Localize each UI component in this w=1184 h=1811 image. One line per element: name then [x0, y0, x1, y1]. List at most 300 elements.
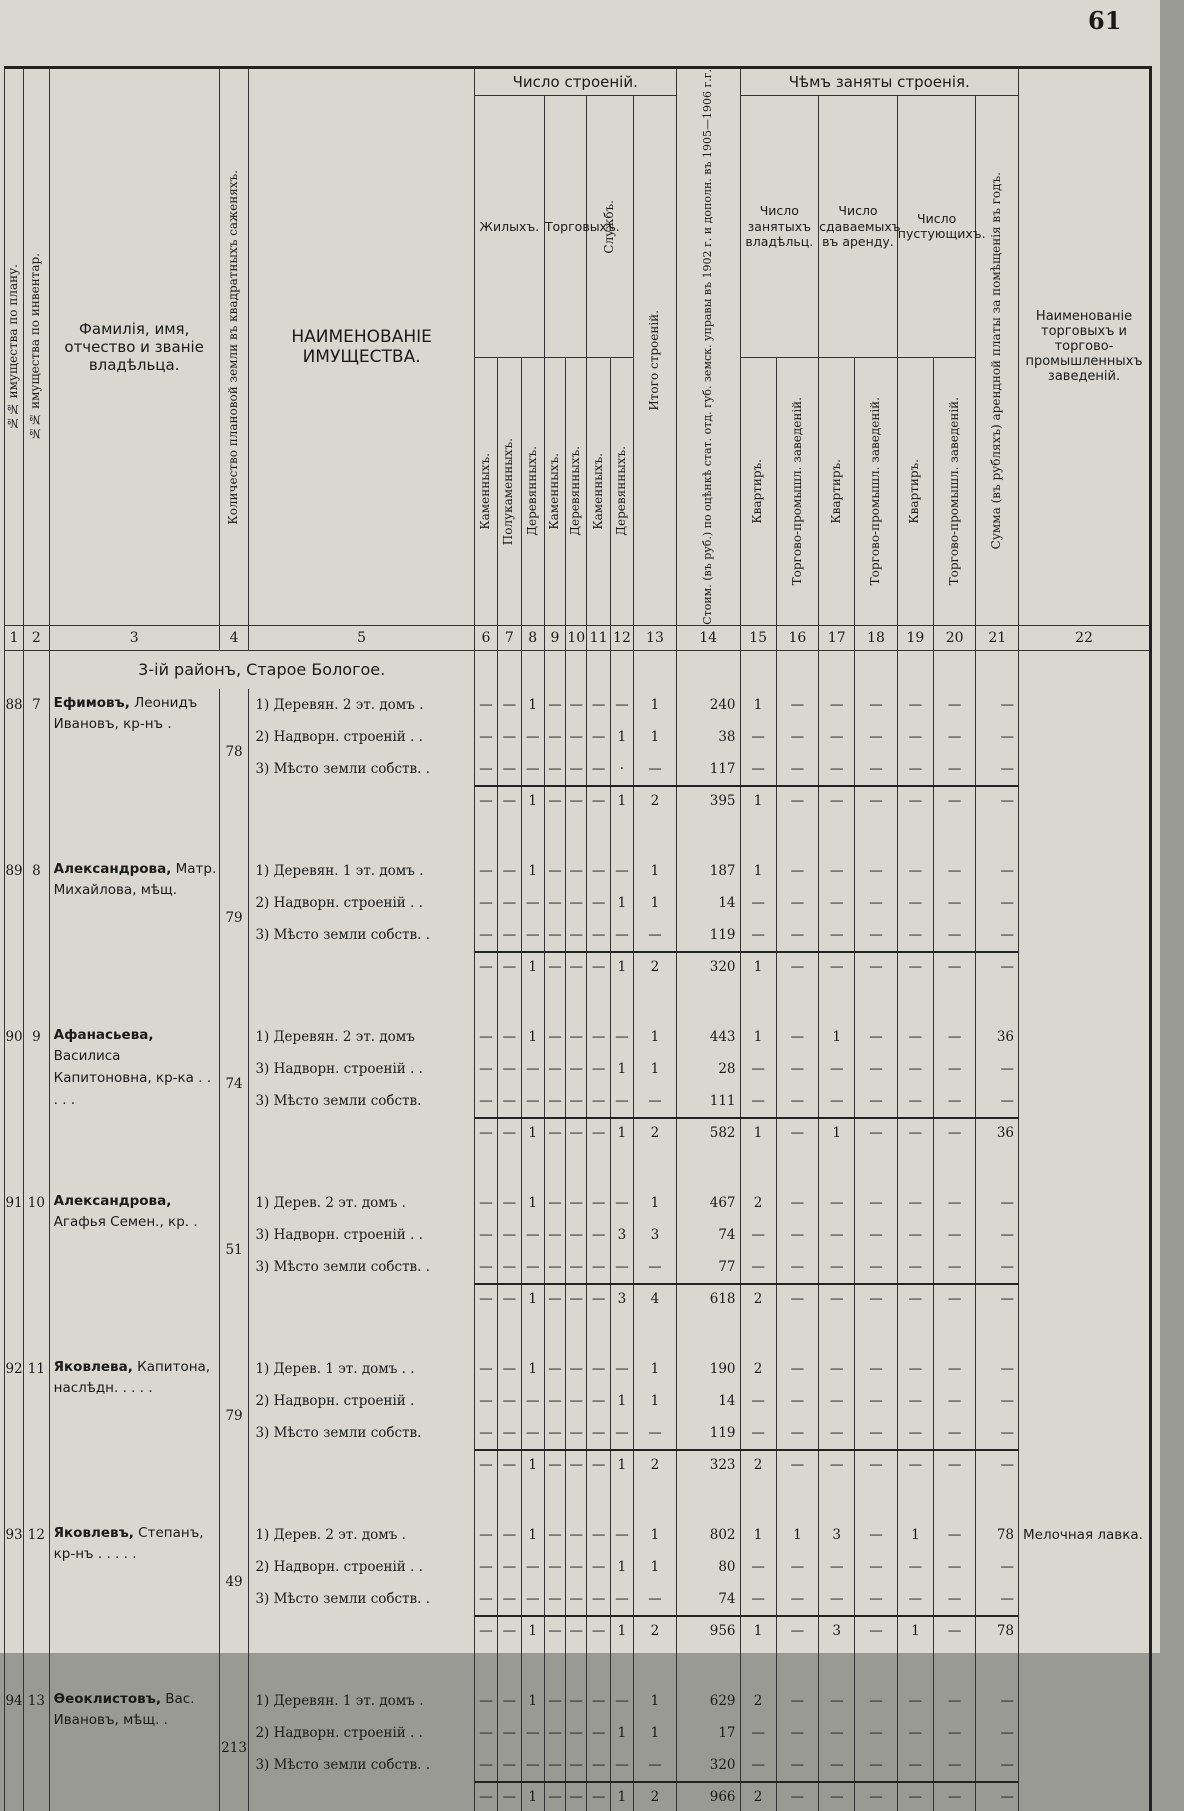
cell-c11: —	[587, 1219, 610, 1251]
cell-c17: —	[819, 1251, 855, 1284]
cell-c16: —	[776, 1551, 819, 1583]
cell-c14: 77	[676, 1251, 740, 1284]
owner-cell	[49, 855, 219, 981]
total-c17: —	[819, 952, 855, 981]
total-c11: —	[587, 1284, 610, 1313]
cell-c14: 111	[676, 1085, 740, 1118]
cell-c13: 3	[634, 1219, 677, 1251]
spacer-cell	[776, 1313, 819, 1353]
cell-c7: —	[498, 919, 521, 952]
cell-c11: —	[587, 1021, 610, 1053]
spacer-cell	[776, 1645, 819, 1685]
header-rent-trade: Торгово-промышл. заведеній.	[855, 357, 898, 625]
total-c11: —	[587, 1782, 610, 1811]
cell-c17: —	[819, 919, 855, 952]
spacer-cell	[566, 981, 587, 1021]
plan-number: 13	[24, 1685, 50, 1811]
total-c13: 2	[634, 1118, 677, 1147]
cell-c7: —	[498, 855, 521, 887]
cell-c12: 1	[610, 1053, 633, 1085]
total-c18: —	[855, 1782, 898, 1811]
header-property: НАИМЕНОВАНІЕ ИМУЩЕСТВА.	[249, 68, 474, 626]
total-c11: —	[587, 1118, 610, 1147]
header-service-wooden: Деревянныхъ.	[610, 357, 633, 625]
spacer-cell	[566, 1147, 587, 1187]
header-col1: №№ имущества по плану.	[5, 68, 24, 626]
cell-c20: —	[933, 1717, 976, 1749]
property-row	[5, 855, 1151, 887]
cell-c12: —	[610, 855, 633, 887]
property-name: 3) Надворн. строеній . .	[249, 1219, 474, 1251]
total-c22	[1019, 1450, 1151, 1479]
cell-c16: —	[776, 855, 819, 887]
cell-c14: 38	[676, 721, 740, 753]
cell-c20: —	[933, 1219, 976, 1251]
total-c6: —	[474, 1118, 497, 1147]
spacer-cell	[634, 1147, 677, 1187]
cell-c16: —	[776, 1749, 819, 1782]
cell-c6: —	[474, 721, 497, 753]
total-c10: —	[566, 1284, 587, 1313]
entry-spacer	[5, 815, 1151, 855]
cell-c7: —	[498, 1021, 521, 1053]
cell-c11: —	[587, 1551, 610, 1583]
cell-c7: —	[498, 1053, 521, 1085]
plan-number: 12	[24, 1519, 50, 1645]
cell-c16: —	[776, 1385, 819, 1417]
property-name: 3) Мѣсто земли собств. .	[249, 1251, 474, 1284]
cell-c14: 119	[676, 919, 740, 952]
column-number: 10	[566, 625, 587, 650]
owner-surname: Александрова,	[53, 860, 172, 877]
cell-c18: —	[855, 1749, 898, 1782]
spacer-cell	[521, 815, 544, 855]
cell-c10: —	[566, 1749, 587, 1782]
cell-c6: —	[474, 1717, 497, 1749]
spacer-cell	[897, 1479, 933, 1519]
spacer-cell	[5, 1147, 24, 1187]
cell-c8: —	[521, 1717, 544, 1749]
inventory-number: 94	[5, 1685, 24, 1811]
owner-surname: Яковлевъ,	[53, 1524, 134, 1541]
cell-c16: —	[776, 1353, 819, 1385]
cell-c6: —	[474, 1685, 497, 1717]
spacer-cell	[24, 1645, 50, 1685]
spacer-cell	[855, 1313, 898, 1353]
total-c11: —	[587, 1616, 610, 1645]
cell-c21: —	[976, 855, 1019, 887]
cell-c14: 74	[676, 1583, 740, 1616]
cell-c21: 36	[976, 1021, 1019, 1053]
spacer-cell	[219, 1645, 249, 1685]
cell-c15: 1	[740, 855, 776, 887]
cell-c7: —	[498, 1353, 521, 1385]
column-number: 12	[610, 625, 633, 650]
total-c9: —	[544, 952, 565, 981]
inventory-number: 90	[5, 1021, 24, 1147]
property-ledger-table	[4, 66, 1152, 1811]
cell-c19: —	[897, 887, 933, 919]
property-name: 2) Надворн. строеній .	[249, 1385, 474, 1417]
cell-c7: —	[498, 1417, 521, 1450]
cell-c19: —	[897, 1085, 933, 1118]
entry-spacer	[5, 981, 1151, 1021]
total-c18: —	[855, 952, 898, 981]
cell-c7: —	[498, 1583, 521, 1616]
spacer-cell	[5, 815, 24, 855]
cell-c13: 1	[634, 1053, 677, 1085]
total-c14: 582	[676, 1118, 740, 1147]
establishment-name	[1019, 1085, 1151, 1118]
cell-c12: 3	[610, 1219, 633, 1251]
spacer-cell	[1019, 1313, 1151, 1353]
cell-c6: —	[474, 689, 497, 721]
spacer-cell	[249, 981, 474, 1021]
total-c6: —	[474, 1782, 497, 1811]
spacer-cell	[219, 1147, 249, 1187]
spacer-cell	[610, 1645, 633, 1685]
cell-c15: —	[740, 1219, 776, 1251]
total-c7: —	[498, 1616, 521, 1645]
cell-c6: —	[474, 1085, 497, 1118]
cell-c9: —	[544, 855, 565, 887]
cell-c21: —	[976, 1417, 1019, 1450]
entry-spacer	[5, 1313, 1151, 1353]
entry-spacer	[5, 1479, 1151, 1519]
cell-c9: —	[544, 919, 565, 952]
cell-c9: —	[544, 1021, 565, 1053]
cell-c13: 1	[634, 1685, 677, 1717]
cell-c14: 629	[676, 1685, 740, 1717]
spacer-cell	[740, 815, 776, 855]
spacer-cell	[521, 1313, 544, 1353]
cell-c11: —	[587, 1251, 610, 1284]
establishment-name	[1019, 1353, 1151, 1385]
spacer-cell	[897, 1313, 933, 1353]
spacer-cell	[819, 1479, 855, 1519]
spacer-cell	[498, 1313, 521, 1353]
cell-c10: —	[566, 1187, 587, 1219]
column-number: 18	[855, 625, 898, 650]
cell-c21: —	[976, 1749, 1019, 1782]
cell-c9: —	[544, 1353, 565, 1385]
total-c18: —	[855, 786, 898, 815]
cell-c16: —	[776, 753, 819, 786]
cell-c15: 2	[740, 1353, 776, 1385]
cell-c14: 17	[676, 1717, 740, 1749]
cell-c15: 1	[740, 1021, 776, 1053]
cell-c10: —	[566, 1085, 587, 1118]
spacer-cell	[521, 1645, 544, 1685]
total-c20: —	[933, 1118, 976, 1147]
total-c17: —	[819, 1450, 855, 1479]
cell-c21: —	[976, 689, 1019, 721]
cell-c8: —	[521, 1583, 544, 1616]
property-row	[5, 1519, 1151, 1551]
total-c6: —	[474, 1450, 497, 1479]
owner-surname: Яковлева,	[53, 1358, 133, 1375]
total-c8: 1	[521, 786, 544, 815]
land-area: 49	[219, 1519, 249, 1645]
cell-c16: —	[776, 1187, 819, 1219]
spacer-cell	[776, 815, 819, 855]
spacer-cell	[498, 1479, 521, 1519]
establishment-name	[1019, 919, 1151, 952]
spacer-cell	[1019, 981, 1151, 1021]
total-c14: 956	[676, 1616, 740, 1645]
cell-c7: —	[498, 753, 521, 786]
header-vacant: Число пустующихъ.	[897, 96, 976, 358]
column-number: 3	[49, 625, 219, 650]
total-c19: —	[897, 1118, 933, 1147]
cell-c8: —	[521, 1219, 544, 1251]
total-c18: —	[855, 1118, 898, 1147]
cell-c10: —	[566, 919, 587, 952]
cell-c14: 240	[676, 689, 740, 721]
cell-c20: —	[933, 1187, 976, 1219]
cell-c13: 1	[634, 1021, 677, 1053]
spacer-cell	[498, 1645, 521, 1685]
spacer-cell	[933, 1645, 976, 1685]
cell-c21: —	[976, 1053, 1019, 1085]
cell-c21: 78	[976, 1519, 1019, 1551]
spacer-cell	[855, 981, 898, 1021]
property-name: 1) Дерев. 2 эт. домъ .	[249, 1187, 474, 1219]
total-c21: —	[976, 1450, 1019, 1479]
owner-surname: Ефимовъ,	[53, 694, 130, 711]
spacer-cell	[566, 1645, 587, 1685]
cell-c13: —	[634, 1085, 677, 1118]
spacer-cell	[219, 981, 249, 1021]
cell-c8: —	[521, 753, 544, 786]
cell-c11: —	[587, 919, 610, 952]
column-number: 16	[776, 625, 819, 650]
total-c22	[1019, 786, 1151, 815]
total-c7: —	[498, 786, 521, 815]
total-c22	[1019, 1284, 1151, 1313]
total-c13: 2	[634, 1782, 677, 1811]
property-name: 1) Дерев. 1 эт. домъ . .	[249, 1353, 474, 1385]
spacer-cell	[521, 1479, 544, 1519]
cell-c19: —	[897, 1385, 933, 1417]
spacer-cell	[819, 1147, 855, 1187]
cell-c12: —	[610, 1519, 633, 1551]
cell-c12: 1	[610, 887, 633, 919]
cell-c6: —	[474, 1551, 497, 1583]
cell-c17: —	[819, 1085, 855, 1118]
cell-c12: 1	[610, 721, 633, 753]
cell-c12: —	[610, 1583, 633, 1616]
cell-c17: —	[819, 753, 855, 786]
cell-c11: —	[587, 1685, 610, 1717]
cell-c13: 1	[634, 1385, 677, 1417]
cell-c9: —	[544, 1385, 565, 1417]
cell-c15: —	[740, 753, 776, 786]
establishment-name	[1019, 721, 1151, 753]
cell-c16: —	[776, 887, 819, 919]
total-c22	[1019, 1118, 1151, 1147]
total-c20: —	[933, 1450, 976, 1479]
spacer-cell	[249, 1479, 474, 1519]
spacer-cell	[933, 981, 976, 1021]
total-c12: 1	[610, 786, 633, 815]
land-area: 51	[219, 1187, 249, 1313]
spacer-cell	[24, 1479, 50, 1519]
cell-c19: —	[897, 1583, 933, 1616]
land-area: 78	[219, 689, 249, 815]
total-label	[249, 1284, 474, 1313]
spacer-cell	[587, 1313, 610, 1353]
spacer-cell	[1019, 1147, 1151, 1187]
cell-c7: —	[498, 1385, 521, 1417]
spacer-cell	[776, 1479, 819, 1519]
total-c7: —	[498, 1284, 521, 1313]
column-number: 9	[544, 625, 565, 650]
spacer-cell	[474, 1645, 497, 1685]
total-c14: 323	[676, 1450, 740, 1479]
total-c17: 3	[819, 1616, 855, 1645]
spacer-cell	[740, 1479, 776, 1519]
cell-c17: 1	[819, 1021, 855, 1053]
spacer-cell	[819, 815, 855, 855]
entry-spacer	[5, 1645, 1151, 1685]
cell-c13: 1	[634, 1519, 677, 1551]
total-c18: —	[855, 1450, 898, 1479]
cell-c18: —	[855, 1353, 898, 1385]
cell-c12: —	[610, 1021, 633, 1053]
column-number: 4	[219, 625, 249, 650]
spacer-cell	[933, 1479, 976, 1519]
establishment-name	[1019, 1551, 1151, 1583]
cell-c19: —	[897, 689, 933, 721]
plan-number: 9	[24, 1021, 50, 1147]
spacer-cell	[855, 1645, 898, 1685]
spacer-cell	[5, 981, 24, 1021]
cell-c9: —	[544, 1251, 565, 1284]
cell-c19: —	[897, 1251, 933, 1284]
land-area: 213	[219, 1685, 249, 1811]
spacer-cell	[587, 1147, 610, 1187]
spacer-cell	[1019, 815, 1151, 855]
total-c19: —	[897, 1284, 933, 1313]
cell-c9: —	[544, 1053, 565, 1085]
spacer-cell	[249, 1313, 474, 1353]
total-c14: 395	[676, 786, 740, 815]
total-c21: 36	[976, 1118, 1019, 1147]
cell-c20: —	[933, 1417, 976, 1450]
total-c12: 1	[610, 1616, 633, 1645]
cell-c16: —	[776, 689, 819, 721]
cell-c11: —	[587, 753, 610, 786]
cell-c17: —	[819, 1053, 855, 1085]
spacer-cell	[634, 981, 677, 1021]
cell-c9: —	[544, 1417, 565, 1450]
cell-c14: 443	[676, 1021, 740, 1053]
cell-c11: —	[587, 721, 610, 753]
property-name: 1) Деревян. 2 эт. домъ	[249, 1021, 474, 1053]
total-c8: 1	[521, 1616, 544, 1645]
establishment-name	[1019, 1717, 1151, 1749]
spacer-cell	[976, 1313, 1019, 1353]
cell-c12: —	[610, 1353, 633, 1385]
owner-cell	[49, 1187, 219, 1313]
owner-cell	[49, 1353, 219, 1479]
cell-c15: —	[740, 1583, 776, 1616]
owner-surname: Афанасьева,	[53, 1026, 154, 1043]
cell-c20: —	[933, 1519, 976, 1551]
cell-c18: —	[855, 1187, 898, 1219]
owner-details: Агафья Семен., кр. .	[53, 1214, 198, 1231]
header-vac-trade: Торгово-промышл. заведеній.	[933, 357, 976, 625]
cell-c13: —	[634, 1251, 677, 1284]
cell-c20: —	[933, 1085, 976, 1118]
cell-c18: —	[855, 1685, 898, 1717]
cell-c17: —	[819, 1385, 855, 1417]
cell-c15: 1	[740, 1519, 776, 1551]
cell-c9: —	[544, 1685, 565, 1717]
cell-c6: —	[474, 1251, 497, 1284]
cell-c16: —	[776, 1053, 819, 1085]
total-c12: 1	[610, 1118, 633, 1147]
property-name: 1) Деревян. 1 эт. домъ .	[249, 1685, 474, 1717]
owner-surname: Ѳеоклистовъ,	[53, 1690, 161, 1707]
owner-details: Степанъ, кр-нъ . . . . .	[53, 1524, 204, 1563]
cell-c17: —	[819, 1717, 855, 1749]
spacer-cell	[566, 815, 587, 855]
cell-c16: —	[776, 1219, 819, 1251]
cell-c7: —	[498, 1085, 521, 1118]
cell-c13: 1	[634, 1551, 677, 1583]
cell-c12: —	[610, 1187, 633, 1219]
cell-c15: 1	[740, 689, 776, 721]
cell-c20: —	[933, 1251, 976, 1284]
spacer-cell	[1019, 1479, 1151, 1519]
cell-c20: —	[933, 1685, 976, 1717]
cell-c12: —	[610, 689, 633, 721]
establishment-name	[1019, 1583, 1151, 1616]
cell-c17: 3	[819, 1519, 855, 1551]
spacer-cell	[49, 1147, 219, 1187]
establishment-name	[1019, 1053, 1151, 1085]
header-own-trade: Торгово-промышл. заведеній.	[776, 357, 819, 625]
total-c18: —	[855, 1284, 898, 1313]
total-c8: 1	[521, 1782, 544, 1811]
cell-c10: —	[566, 1053, 587, 1085]
header-occupied-owner: Число занятыхъ владѣльц.	[740, 96, 819, 358]
cell-c12: —	[610, 1685, 633, 1717]
spacer-cell	[24, 1147, 50, 1187]
cell-c8: 1	[521, 1519, 544, 1551]
cell-c11: —	[587, 1717, 610, 1749]
establishment-name	[1019, 689, 1151, 721]
total-c15: 2	[740, 1450, 776, 1479]
cell-c17: —	[819, 1749, 855, 1782]
header-res-semistone: Полукаменныхъ.	[498, 357, 521, 625]
cell-c12: ·	[610, 753, 633, 786]
header-establishments: Наименованіе торговыхъ и торгово-промышленныхъ заведеній.	[1019, 68, 1151, 626]
cell-c19: —	[897, 1685, 933, 1717]
cell-c20: —	[933, 753, 976, 786]
column-number: 1	[5, 625, 24, 650]
spacer-cell	[676, 981, 740, 1021]
spacer-cell	[634, 1645, 677, 1685]
owner-details: Василиса Капитоновна, кр-ка . . . . .	[53, 1048, 212, 1108]
spacer-cell	[474, 1313, 497, 1353]
cell-c13: 1	[634, 689, 677, 721]
total-c16: —	[776, 786, 819, 815]
cell-c12: —	[610, 919, 633, 952]
total-c19: —	[897, 952, 933, 981]
